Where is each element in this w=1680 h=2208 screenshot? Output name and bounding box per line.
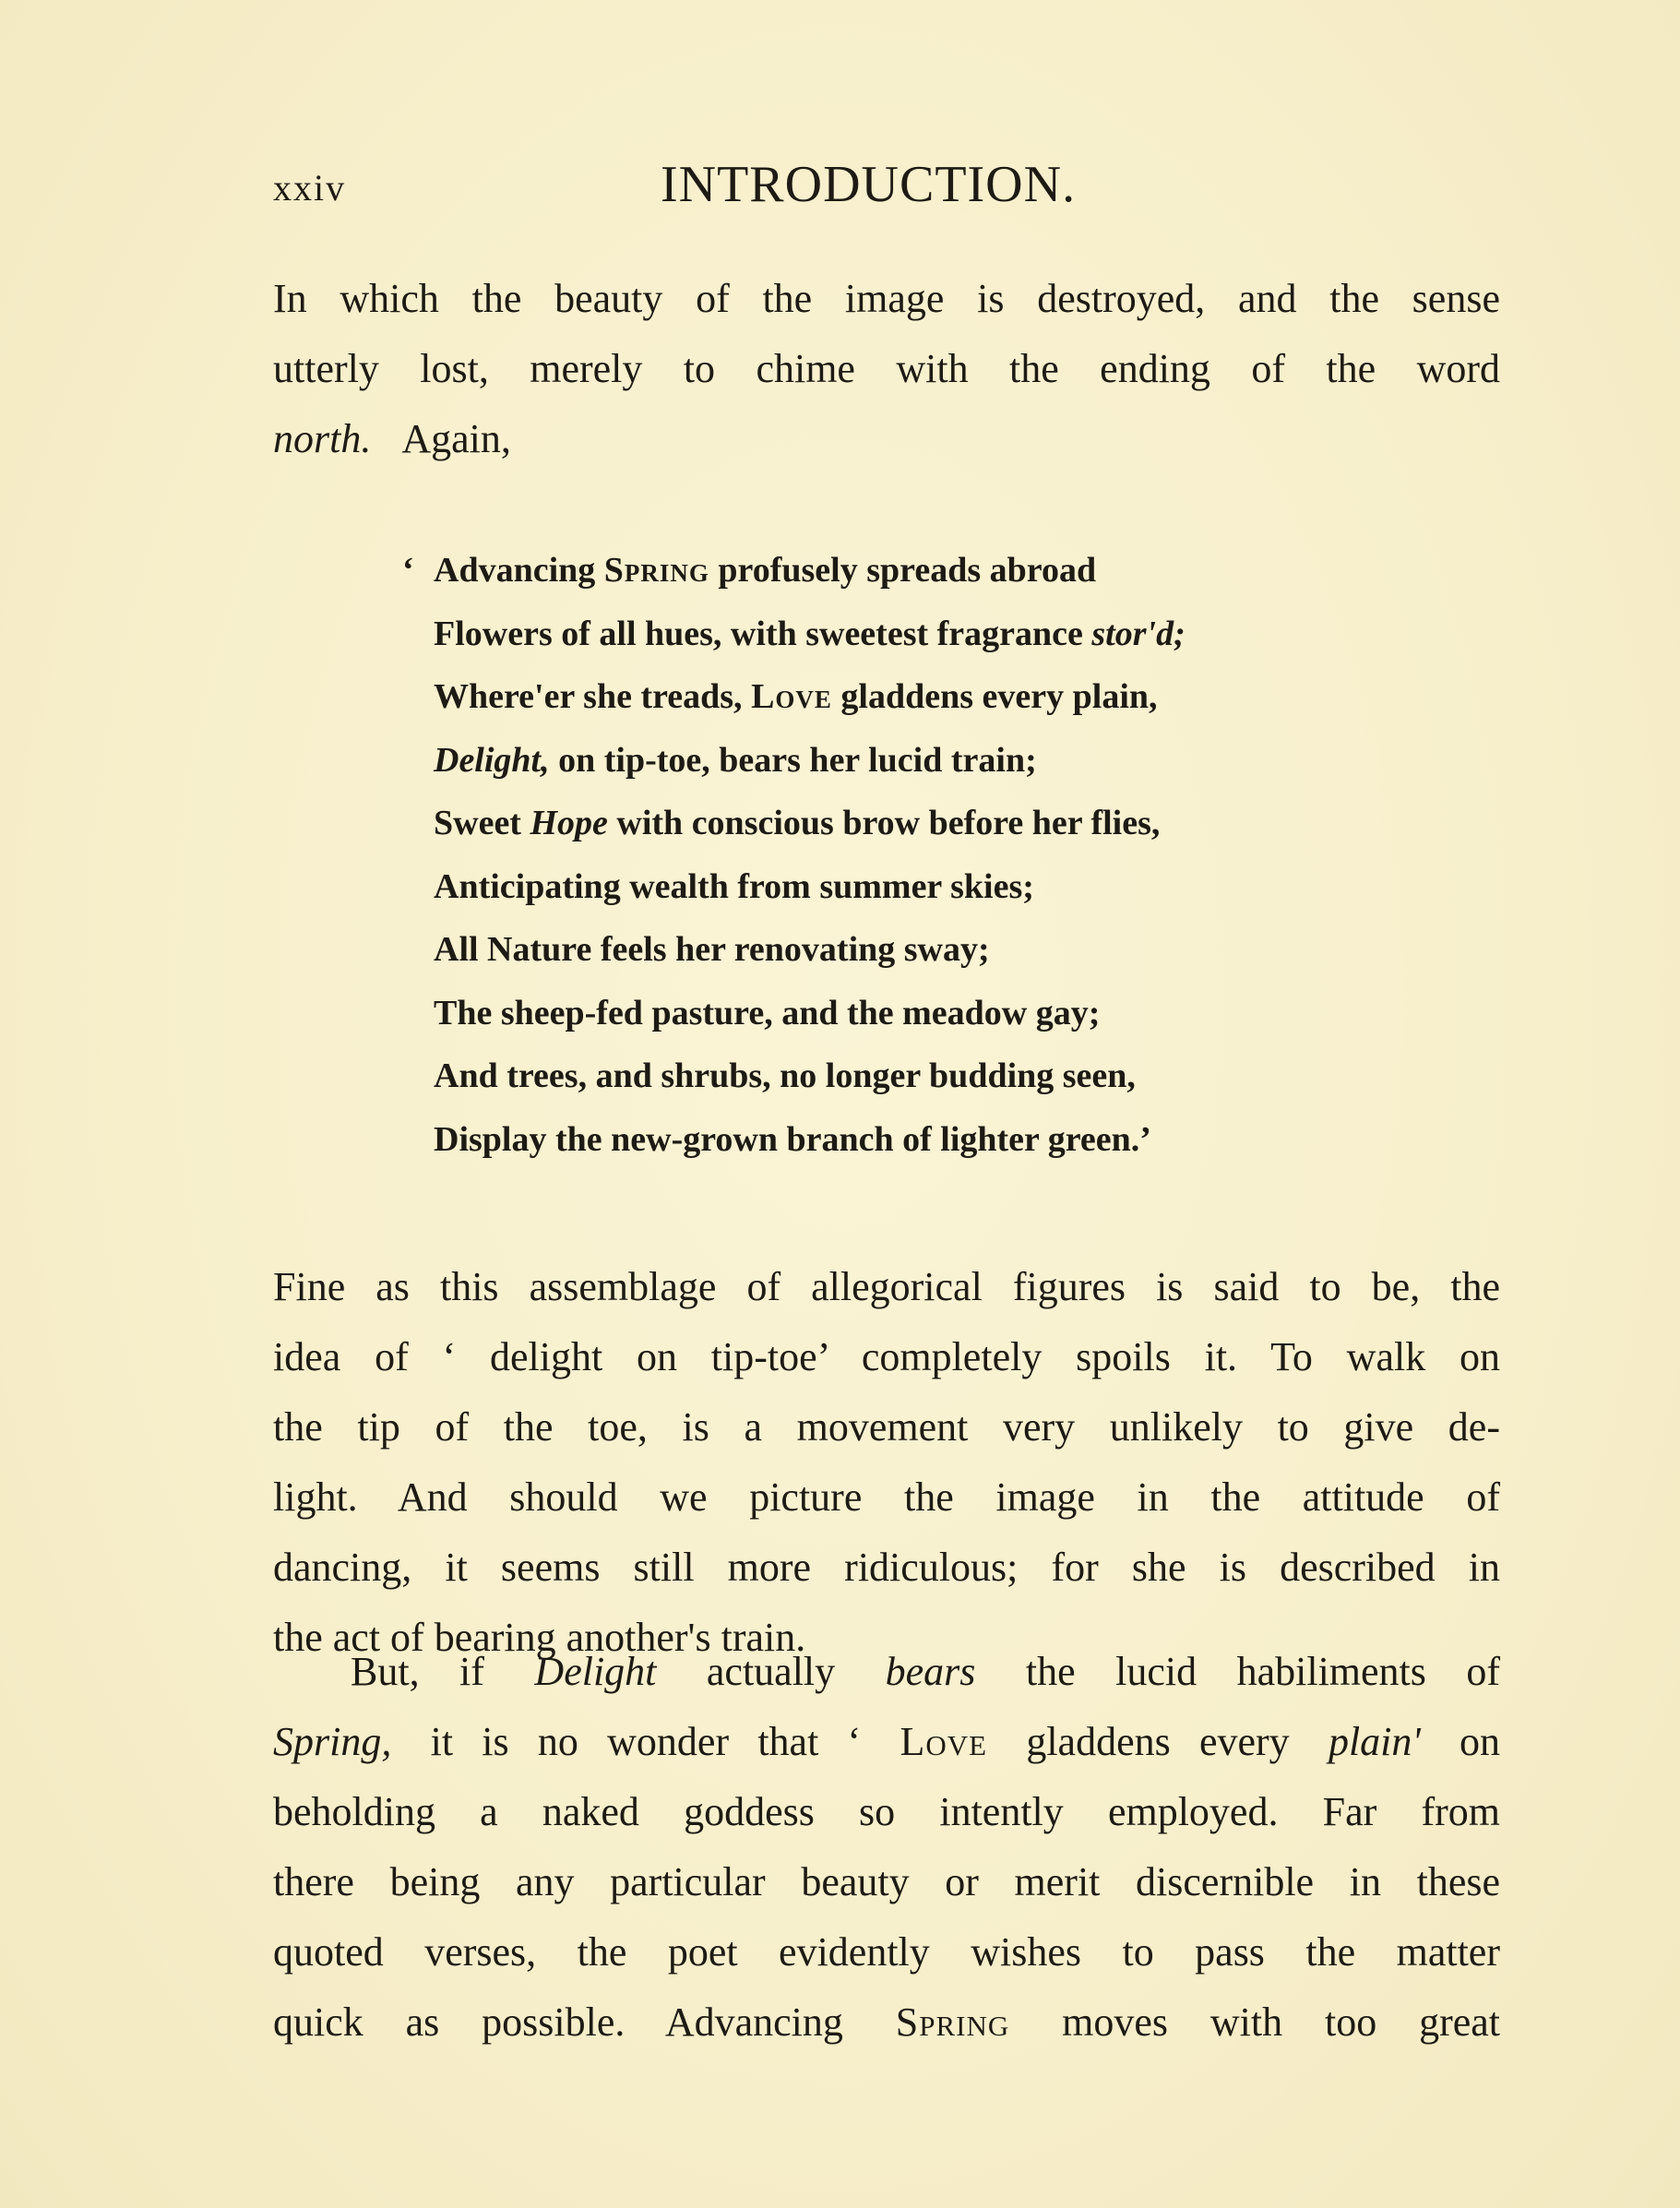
text-fragment: quick as possible. Advancing	[273, 1999, 843, 2045]
verse-quotation	[402, 539, 1393, 1171]
text-line: there being any particular beauty or merit discernible in these	[273, 1859, 1500, 1904]
text-fragment: with conscious brow before her flies,	[616, 804, 1161, 842]
text-line	[273, 1707, 1500, 1777]
text-line	[273, 1637, 1500, 1707]
text-fragment: gladdens every plain,	[840, 677, 1158, 716]
text-line: the tip of the toe, is a movement very unlikely to give de-	[273, 1404, 1500, 1450]
text-fragment: Flowers of all hues, with sweetest fragrance	[434, 614, 1083, 653]
text-line: Fine as this assemblage of allegorical figures is said to be, the	[273, 1264, 1500, 1309]
text-fragment: Advancing	[434, 551, 596, 590]
verse-line	[402, 539, 1393, 603]
verse-line: And trees, and shrubs, no longer budding seen,	[434, 1056, 1136, 1095]
running-title: INTRODUCTION.	[661, 156, 1077, 213]
text-fragment: gladdens every	[1026, 1719, 1290, 1764]
open-quote: ‘	[402, 551, 414, 590]
small-caps-word: Spring	[895, 1999, 1010, 2045]
verse-line	[434, 792, 1393, 855]
text-line: In which the beauty of the image is destroyed, and the sense	[273, 276, 1500, 321]
italic-word: Delight,	[434, 740, 550, 780]
verse-line	[434, 665, 1393, 729]
italic-word: Delight	[534, 1649, 657, 1694]
text-fragment: profusely spreads abroad	[718, 551, 1097, 590]
small-caps-word: Love	[900, 1719, 988, 1764]
text-line: dancing, it seems still more ridiculous; for she is described in	[273, 1545, 1500, 1590]
text-fragment: the lucid habiliments of	[1025, 1649, 1501, 1694]
verse-line	[434, 729, 1393, 793]
text-line: light. And should we picture the image in the attitude of	[273, 1474, 1500, 1520]
verse-line	[434, 603, 1393, 666]
italic-word: Spring,	[273, 1719, 392, 1764]
text-fragment: actually	[706, 1649, 836, 1694]
text-fragment: moves with too great	[1062, 1999, 1500, 2045]
text-line: utterly lost, merely to chime with the ending of the word	[273, 346, 1500, 391]
text-fragment: it is no wonder that ‘	[430, 1719, 862, 1764]
page-number: xxiv	[273, 167, 347, 209]
text-line: the act of bearing another's train.	[273, 1615, 806, 1660]
verse-line: The sheep-fed pasture, and the meadow gay;	[434, 993, 1101, 1032]
text-fragment: on tip-toe, bears her lucid train;	[558, 740, 1037, 780]
verse-line: All Nature feels her renovating sway;	[434, 930, 990, 969]
paragraph-2	[273, 1252, 1500, 1673]
italic-word: stor'd;	[1091, 614, 1186, 653]
text-fragment: Sweet	[434, 804, 521, 842]
paragraph-1	[273, 264, 1500, 474]
text-line	[273, 404, 1500, 474]
text-fragment: Again,	[401, 416, 511, 461]
small-caps-word: Love	[751, 677, 832, 716]
italic-word: north.	[273, 416, 372, 461]
running-head	[273, 155, 1500, 220]
text-line: beholding a naked goddess so intently employed. Far from	[273, 1789, 1500, 1834]
verse-line: Anticipating wealth from summer skies;	[434, 866, 1034, 906]
text-line: idea of ‘ delight on tip-toe’ completely spoils it. To walk on	[273, 1334, 1500, 1379]
italic-word: Hope	[530, 804, 608, 842]
text-fragment: Where'er she treads,	[434, 677, 743, 716]
text-line	[273, 1987, 1500, 2058]
italic-word: plain'	[1328, 1719, 1421, 1764]
verse-line: Display the new-grown branch of lighter green.’	[434, 1119, 1151, 1159]
paragraph-3	[273, 1637, 1500, 2058]
text-line: quoted verses, the poet evidently wishes to pass the matter	[273, 1929, 1500, 1975]
text-fragment: But, if	[351, 1649, 484, 1694]
italic-word: bears	[885, 1649, 976, 1694]
small-caps-word: Spring	[603, 551, 709, 590]
text-fragment: on	[1460, 1719, 1501, 1764]
